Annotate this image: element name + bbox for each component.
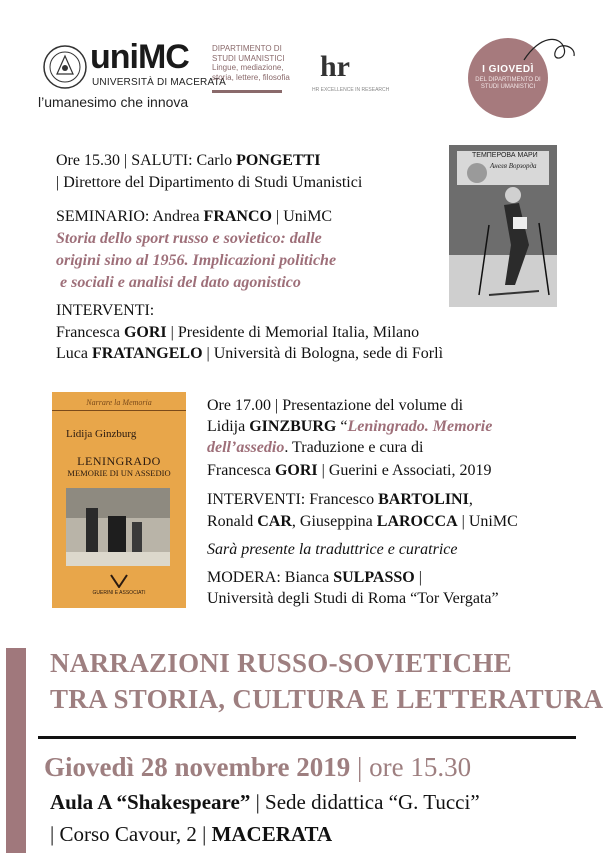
publisher-logo-icon [110,574,128,588]
speaker-bartolini: BARTOLINI [378,491,469,508]
speaker-2-first: Luca [56,345,92,362]
modera-sep: | [414,569,422,586]
date-separator: | [350,752,370,782]
speaker-2-role: | Università di Bologna, sede di Forlì [202,345,444,362]
book-series: Narrare la Memoria [86,398,152,407]
venue-building: | Sede didattica “G. Tucci” [250,790,480,814]
speaker-larocca-first: , Giuseppina [291,513,377,530]
moderator-affiliation: Università degli Studi di Roma “Tor Vergata” [207,590,499,607]
event-title-1: NARRAZIONI RUSSO-SOVIETICHE [50,648,512,678]
venue-address: | Corso Cavour, 2 | [50,822,212,846]
speaker-2 [56,343,443,364]
hr-logo: hr [320,50,350,83]
saluti-role: | Direttore del Dipartimento di Studi Umanistici [56,174,363,191]
publisher-info: | Guerini e Associati, 2019 [317,462,492,479]
badge-title: I GIOVEDÌ [482,64,534,75]
book-title-1: LENINGRADO [77,454,161,468]
venue-line-1 [50,790,480,815]
author-last: GINZBURG [249,418,337,435]
speaker-car-first: Ronald [207,513,258,530]
unimc-wordmark: uniMC [90,38,189,76]
speaker-car-last: CAR [257,513,292,530]
book-publisher: GUERINI E ASSOCIATI [92,590,146,596]
photo-caption-2: Анеля Ворзорда [490,162,537,170]
event-title-2: TRA STORIA, CULTURA E LETTERATURA [50,684,604,714]
title-divider [38,736,576,739]
book-title-part-1: Leningrado. Memorie [347,418,493,435]
moderator-last: SULPASSO [333,569,415,586]
speaker-1-role: | Presidente di Memorial Italia, Milano [166,324,420,341]
dept-underline [212,90,282,93]
venue-room: Aula A “Shakespeare” [50,790,251,814]
translator-last: GORI [274,462,318,479]
speaker-1-last: GORI [123,324,167,341]
speaker-larocca-last: LAROCCA [376,513,458,530]
book-author: Lidija Ginzburg [66,428,137,440]
dept-line-2: STUDI UMANISTICI [212,53,285,63]
badge-subtitle: DEL DIPARTIMENTO DI STUDI UMANISTICI [475,77,541,90]
venue-city: MACERATA [211,822,333,846]
author-first: Lidija [207,418,250,435]
department-logo [212,44,302,82]
title-accent-bar [6,648,26,853]
speaker-1-first: Francesca [56,324,124,341]
book-title-part-2: dell’assedio [207,439,285,456]
interventi-label: INTERVENTI: [56,302,155,319]
comma: , [468,491,473,508]
dept-line-4: storia, lettere, filosofia [212,72,290,82]
event-date-line [44,752,471,783]
quote-open: “ [336,418,348,435]
venue-line-2 [50,822,332,847]
presentazione-line: Ore 17.00 | Presentazione del volume di [207,397,464,414]
book-title-2: MEMORIE DI UN ASSEDIO [67,468,171,478]
event-date: Giovedì 28 novembre 2019 [44,752,351,782]
modera-label: MODERA: Bianca [207,569,334,586]
tagline: l’umanesimo che innova [38,94,189,110]
speakers-affiliation: | UniMC [457,513,518,530]
unimc-subtitle: UNIVERSITÀ DI MACERATA [92,77,227,88]
saluti-time: Ore 15.30 | SALUTI: Carlo [56,152,237,169]
seminario-title-2: origini sino al 1956. Implicazioni politiche [56,252,337,269]
speaker-1 [56,322,419,343]
translator-line [207,460,491,481]
hr-subtitle: HR EXCELLENCE IN RESEARCH [312,87,390,93]
modera-line [207,567,422,588]
book-photo [66,488,170,566]
saluti-name: PONGETTI [236,152,321,169]
translator-first: Francesca [207,462,275,479]
interventi-line [207,489,473,510]
seminario-title-3: e sociali e analisi del dato agonistico [56,274,301,291]
seminario-line [56,206,332,227]
book-cover [52,392,186,608]
seminario-name: FRANCO [203,208,272,225]
event-time: ore 15.30 [369,752,472,782]
presente-note: Sarà presente la traduttrice e curatrice [207,541,458,558]
seminario-title-1: Storia dello sport russo e sovietico: dalle [56,230,322,247]
speaker-2-last: FRATANGELO [91,345,203,362]
translation-label: . Traduzione e cura di [284,439,424,456]
dept-line-1: DIPARTIMENTO DI [212,44,282,53]
interventi-label-2: INTERVENTI: Francesco [207,491,379,508]
book-title-line [207,437,423,458]
unimc-seal-icon [42,44,88,90]
speakers-line [207,511,518,532]
saluti-line [56,150,321,171]
book-author-line [207,416,492,437]
seminario-affiliation: | UniMC [271,208,333,225]
book-series-rule [52,410,186,411]
seminario-label: SEMINARIO: Andrea [56,208,204,225]
photo-caption-1: ТЕМПЕРОВА МАРИ [472,152,538,159]
dept-line-3: Lingue, mediazione, [212,63,284,72]
